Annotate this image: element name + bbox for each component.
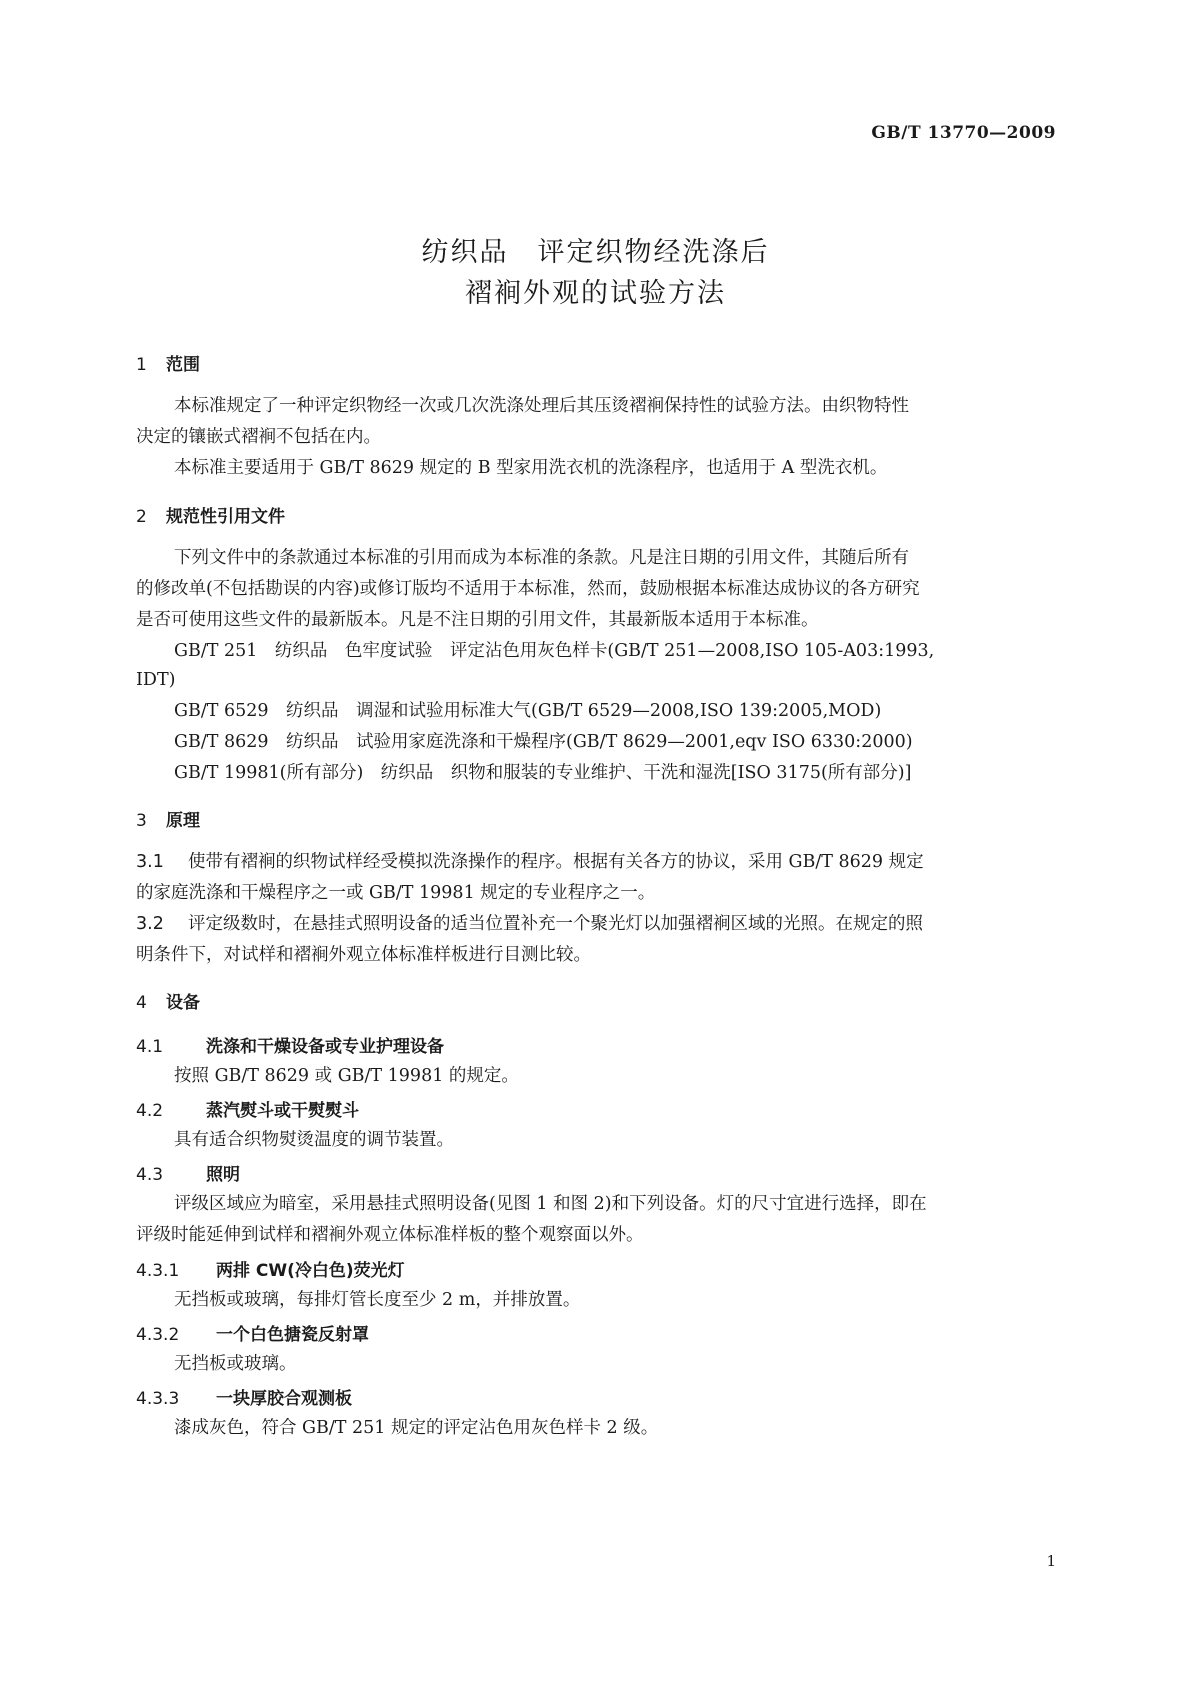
section-4-heading — [136, 988, 200, 1013]
paragraph: 是否可使用这些文件的最新版本。凡是不注日期的引用文件，其最新版本适用于本标准。 — [136, 610, 819, 630]
clause-number: 4.3.1 — [136, 1261, 180, 1281]
paragraph: 本标准规定了一种评定织物经一次或几次洗涤处理后其压烫褶裥保持性的试验方法。由织物特性 — [174, 396, 909, 416]
clause-3-1 — [136, 846, 1058, 878]
clause-4-3-1-heading — [136, 1256, 405, 1281]
clause-number: 4.1 — [136, 1037, 164, 1057]
section-number: 3 — [136, 811, 147, 831]
paragraph: 评级区域应为暗室，采用悬挂式照明设备(见图 1 和图 2)和下列设备。灯的尺寸宜进行选择，即在 — [174, 1194, 927, 1214]
paragraph: 漆成灰色，符合 GB/T 251 规定的评定沾色用灰色样卡 2 级。 — [174, 1418, 659, 1438]
page-number: 1 — [1046, 1552, 1056, 1570]
clause-title: 一个白色搪瓷反射罩 — [216, 1325, 369, 1345]
clause-3-2 — [136, 908, 1058, 940]
paragraph: 的修改单(不包括勘误的内容)或修订版均不适用于本标准，然而，鼓励根据本标准达成协议的各方研究 — [136, 579, 920, 599]
section-number: 4 — [136, 993, 147, 1013]
section-number: 1 — [136, 355, 147, 375]
section-title: 设备 — [166, 993, 200, 1013]
paragraph: 本标准主要适用于 GB/T 8629 规定的 B 型家用洗衣机的洗涤程序，也适用于 A 型洗衣机。 — [174, 458, 888, 478]
section-1-heading — [136, 350, 200, 375]
document-title-line2: 褶裥外观的试验方法 — [465, 278, 726, 309]
section-title: 范围 — [166, 355, 200, 375]
clause-number: 4.2 — [136, 1101, 164, 1121]
clause-number: 3.2 — [136, 914, 164, 934]
reference-item: GB/T 8629 纺织品 试验用家庭洗涤和干燥程序(GB/T 8629—2001,eqv ISO 6330:2000) — [174, 732, 913, 752]
paragraph: 评级时能延伸到试样和褶裥外观立体标准样板的整个观察面以外。 — [136, 1225, 644, 1245]
paragraph: 决定的镶嵌式褶裥不包括在内。 — [136, 427, 381, 447]
paragraph: 的家庭洗涤和干燥程序之一或 GB/T 19981 规定的专业程序之一。 — [136, 883, 656, 903]
clause-title: 一块厚胶合观测板 — [216, 1389, 352, 1409]
reference-item: IDT) — [136, 670, 176, 690]
paragraph: 下列文件中的条款通过本标准的引用而成为本标准的条款。凡是注日期的引用文件，其随后所有 — [174, 548, 909, 568]
clause-4-3-3-heading — [136, 1384, 352, 1409]
clause-number: 4.3.2 — [136, 1325, 180, 1345]
paragraph: 无挡板或玻璃，每排灯管长度至少 2 m，并排放置。 — [174, 1290, 581, 1310]
clause-title: 蒸汽熨斗或干熨熨斗 — [206, 1101, 359, 1121]
clause-4-3-heading — [136, 1160, 240, 1185]
clause-text: 评定级数时，在悬挂式照明设备的适当位置补充一个聚光灯以加强褶裥区域的光照。在规定的照 — [188, 914, 923, 934]
reference-item: GB/T 19981(所有部分) 纺织品 织物和服装的专业维护、干洗和湿洗[ISO 3175(所有部分)] — [174, 763, 912, 783]
standard-number: GB/T 13770—2009 — [871, 123, 1056, 143]
clause-text: 使带有褶裥的织物试样经受模拟洗涤操作的程序。根据有关各方的协议，采用 GB/T 8629 规定 — [188, 852, 924, 872]
clause-title: 两排 CW(冷白色)荧光灯 — [216, 1261, 405, 1281]
paragraph: 具有适合织物熨烫温度的调节装置。 — [174, 1130, 454, 1150]
clause-number: 3.1 — [136, 852, 164, 872]
clause-number: 4.3.3 — [136, 1389, 180, 1409]
clause-number: 4.3 — [136, 1165, 164, 1185]
section-2-heading — [136, 502, 285, 527]
paragraph: 按照 GB/T 8629 或 GB/T 19981 的规定。 — [174, 1066, 519, 1086]
section-title: 原理 — [166, 811, 200, 831]
clause-title: 照明 — [206, 1165, 240, 1185]
section-number: 2 — [136, 507, 147, 527]
paragraph: 明条件下，对试样和褶裥外观立体标准样板进行目测比较。 — [136, 945, 591, 965]
clause-title: 洗涤和干燥设备或专业护理设备 — [206, 1037, 444, 1057]
clause-4-2-heading — [136, 1096, 359, 1121]
clause-4-3-2-heading — [136, 1320, 369, 1345]
document-title-line1: 纺织品 评定织物经洗涤后 — [421, 237, 770, 268]
clause-4-1-heading — [136, 1032, 444, 1057]
reference-item: GB/T 251 纺织品 色牢度试验 评定沾色用灰色样卡(GB/T 251—2008,ISO 105-A03:1993, — [174, 641, 935, 661]
section-title: 规范性引用文件 — [166, 507, 285, 527]
reference-item: GB/T 6529 纺织品 调湿和试验用标准大气(GB/T 6529—2008,ISO 139:2005,MOD) — [174, 701, 882, 721]
paragraph: 无挡板或玻璃。 — [174, 1354, 297, 1374]
section-3-heading — [136, 806, 200, 831]
